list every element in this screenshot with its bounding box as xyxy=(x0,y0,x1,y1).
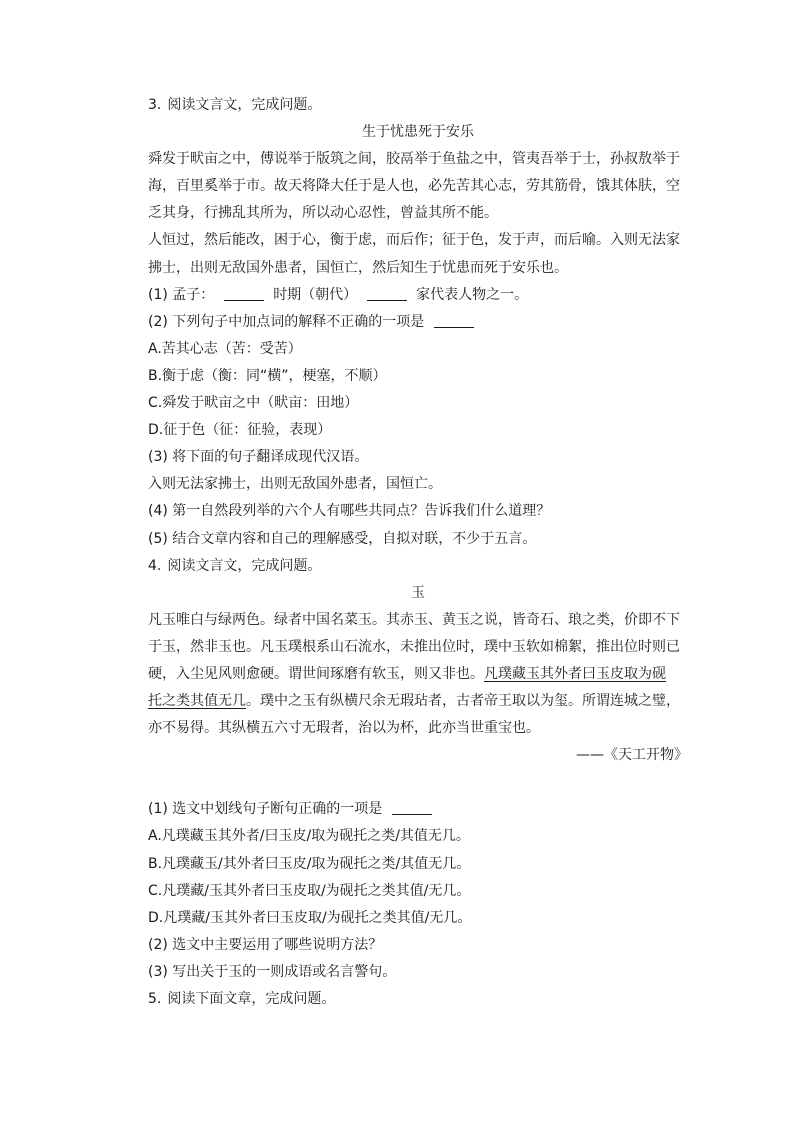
q4-sub1-option-c: C.凡璞藏/玉其外者曰玉皮取/为砚托之类其值/无几。 xyxy=(148,882,471,899)
spacer xyxy=(148,769,688,796)
q3-sub1-text-c: 家代表人物之一。 xyxy=(416,286,529,303)
q4-source: ——《天工开物》 xyxy=(576,747,688,764)
q3-sub1-text-b: 时期（朝代） xyxy=(273,286,358,303)
q4-number: 4. xyxy=(148,557,162,574)
q4-heading xyxy=(148,553,688,580)
underlined-sentence: 凡璞藏玉其外者曰玉皮取为砚 xyxy=(484,665,666,682)
q4-passage-title: 玉 xyxy=(411,584,425,601)
q3-p2-line-1: 人恒过，然后能改，困于心，衡于虑，而后作；征于色，发于声，而后喻。入则无法家 xyxy=(148,232,680,249)
q3-sub3-sentence: 入则无法家拂士，出则无敌国外患者，国恒亡。 xyxy=(148,476,442,493)
q3-p2-line-2: 拂士，出则无敌国外患者，国恒亡，然后知生于忧患而死于安乐也。 xyxy=(148,259,568,276)
q3-sub5: (5) 结合文章内容和自己的理解感受，自拟对联，不少于五言。 xyxy=(148,530,537,547)
q4-sub1-text: (1) 选文中划线句子断句正确的一项是 xyxy=(148,801,383,818)
q3-sub2-option-a: A.苦其心志（苦：受苦） xyxy=(148,340,302,357)
q4-prompt: 阅读文言文，完成问题。 xyxy=(167,557,322,574)
q4-line4-text: 。璞中之玉有纵横尺余无瑕玷者，古者帝王取以为玺。所谓连城之璧， xyxy=(246,693,680,710)
answer-blank[interactable] xyxy=(392,800,432,815)
answer-blank[interactable] xyxy=(224,286,264,301)
q3-sub3: (3) 将下面的句子翻译成现代汉语。 xyxy=(148,449,369,466)
q3-number: 3. xyxy=(148,97,162,113)
q4-sub1-option-d: D.凡璞藏/玉其外者曰玉皮取/为砚托之类其值/无几。 xyxy=(148,909,472,926)
q3-heading xyxy=(148,92,688,119)
answer-blank[interactable] xyxy=(367,286,407,301)
q4-passage-line-5: 亦不易得。其纵横五六寸无瑕者，治以为杯，此亦当世重宝也。 xyxy=(148,720,540,737)
q3-sub4: (4) 第一自然段列举的六个人有哪些共同点？告诉我们什么道理？ xyxy=(148,503,551,520)
q4-line3-text: 硬，入尘见风则愈硬。谓世间琢磨有软玉，则又非也。 xyxy=(148,665,484,682)
answer-blank[interactable] xyxy=(434,313,474,328)
q5-prompt: 阅读下面文章，完成问题。 xyxy=(167,991,336,1007)
q3-sub2-option-c: C.舜发于畎亩之中（畎亩：田地） xyxy=(148,395,359,412)
q3-p1-line-3: 乏其身，行拂乱其所为，所以动心忍性，曾益其所不能。 xyxy=(148,205,498,222)
document-content xyxy=(148,92,688,1013)
q4-passage-line-1: 凡玉唯白与绿两色。绿者中国名菜玉。其赤玉、黄玉之说，皆奇石、琅之类，价即不下 xyxy=(148,611,680,628)
q4-sub2: (2) 选文中主要运用了哪些说明方法？ xyxy=(148,936,383,953)
q3-sub2-option-d: D.征于色（征：征验，表现） xyxy=(148,422,332,439)
q3-p1-line-2: 海，百里奚举于市。故天将降大任于是人也，必先苦其心志，劳其筋骨，饿其体肤，空 xyxy=(148,178,680,195)
underlined-sentence: 托之类其值无几 xyxy=(148,693,246,710)
q4-sub1-option-b: B.凡璞藏玉/其外者曰玉皮/取为砚托之类/其值无几。 xyxy=(148,855,471,872)
q3-sub1-text-a: (1) 孟子： xyxy=(148,286,215,303)
q3-sub2-option-b: B.衡于虑（衡：同“横”，梗塞，不顺） xyxy=(148,367,387,384)
q3-prompt: 阅读文言文，完成问题。 xyxy=(167,97,322,113)
q3-sub1 xyxy=(148,282,688,309)
q4-sub3: (3) 写出关于玉的一则成语或名言警句。 xyxy=(148,963,397,980)
q3-passage-title: 生于忧患死于安乐 xyxy=(362,124,474,141)
q3-p1-line-1: 舜发于畎亩之中，傅说举于版筑之间，胶鬲举于鱼盐之中，管夷吾举于士，孙叔敖举于 xyxy=(148,151,680,168)
q3-sub2-text: (2) 下列句子中加点词的解释不正确的一项是 xyxy=(148,313,425,330)
q4-sub1-option-a: A.凡璞藏玉其外者/曰玉皮/取为砚托之类/其值无几。 xyxy=(148,828,470,845)
q4-passage-line-4 xyxy=(148,688,688,715)
q4-passage-line-2: 于玉，然非玉也。凡玉璞根系山石流水，未推出位时，璞中玉软如棉絮，推出位时则已 xyxy=(148,638,680,655)
q5-heading xyxy=(148,986,688,1013)
q4-sub1 xyxy=(148,796,688,823)
q5-number: 5. xyxy=(148,991,162,1007)
q3-sub2 xyxy=(148,309,688,336)
q4-passage-line-3 xyxy=(148,661,688,688)
